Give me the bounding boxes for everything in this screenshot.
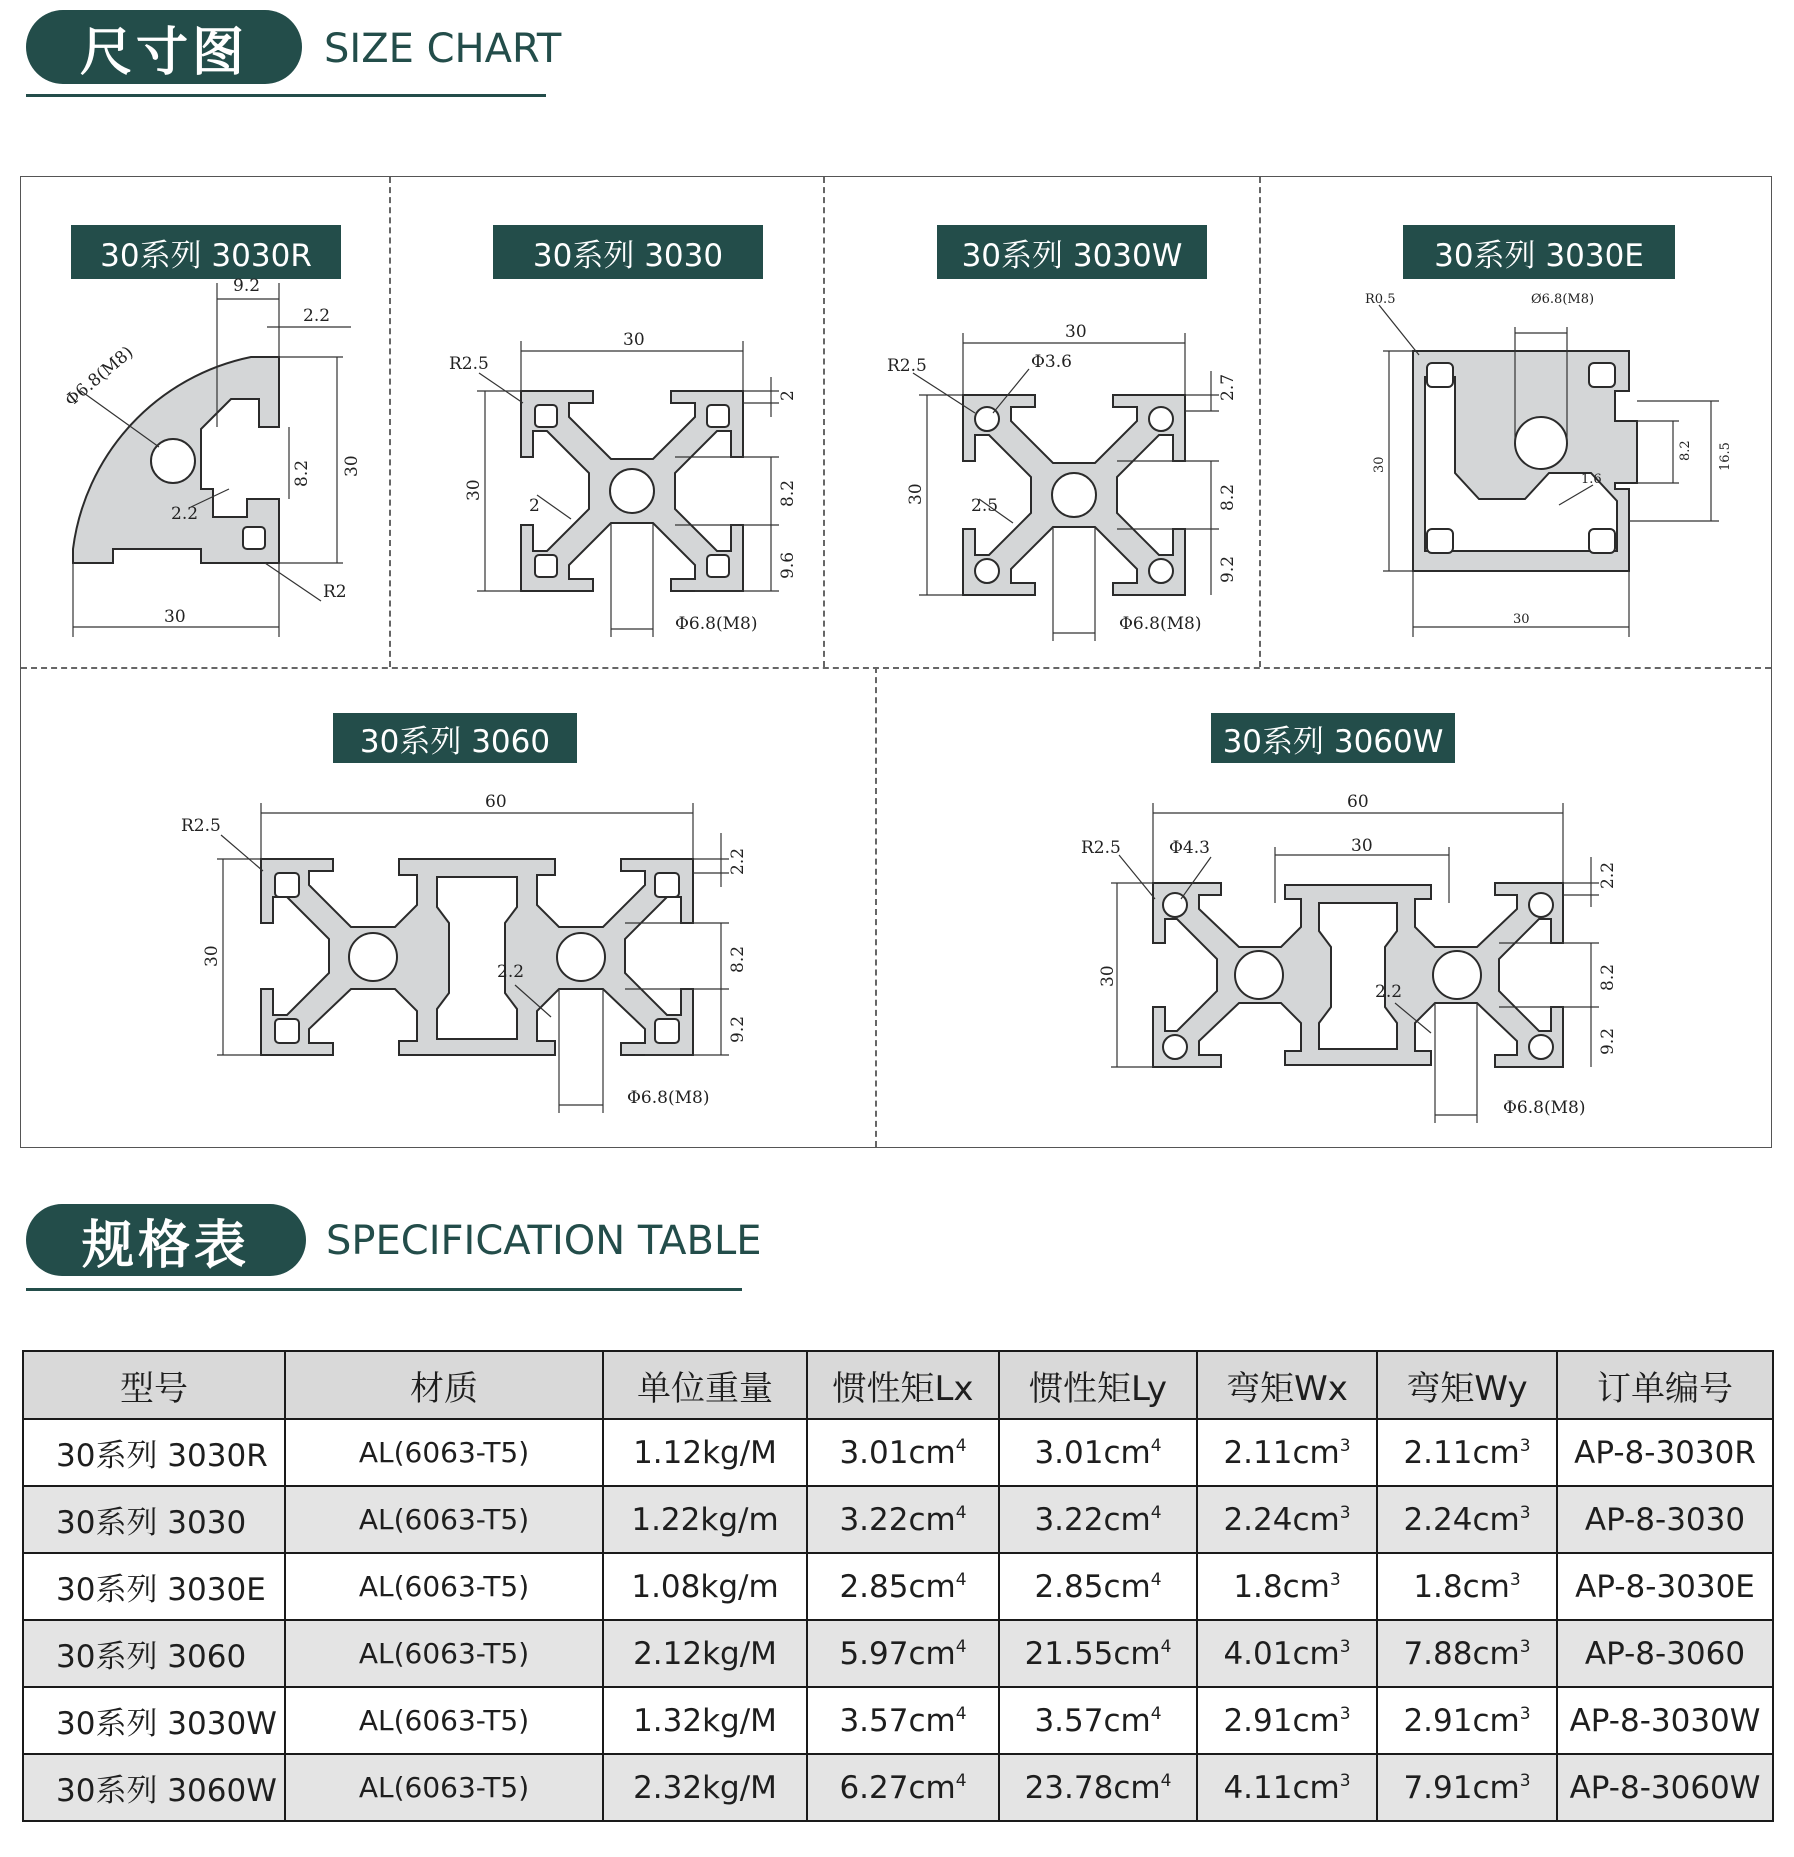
dim-label: 30 (342, 455, 362, 477)
profile-3030e (1259, 177, 1771, 667)
exponent: 4 (955, 1435, 967, 1456)
cell-ly (999, 1754, 1197, 1821)
value: 2.24cm (1403, 1501, 1520, 1538)
cell-ly (999, 1553, 1197, 1620)
value: 2.85cm (1034, 1568, 1151, 1605)
cell-lx (807, 1687, 999, 1754)
size-chart-heading (26, 10, 562, 100)
dim-label: 2.2 (497, 962, 525, 982)
value: 2.85cm (839, 1568, 956, 1605)
cell-model: 30系列 3060 (23, 1620, 285, 1687)
dim-label: 8.2 (1678, 440, 1693, 461)
table-header-row (23, 1351, 1773, 1419)
cell-order: AP-8-3030 (1557, 1486, 1773, 1553)
cell-weight: 1.12kg/M (603, 1419, 807, 1486)
dim-label: Φ6.8(M8) (61, 342, 138, 411)
header-weight: 单位重量 (603, 1351, 807, 1419)
spec-table-heading (26, 1204, 762, 1294)
dim-label: 30 (1065, 322, 1087, 342)
size-chart-title-en: SIZE CHART (324, 26, 562, 72)
size-chart-panel (20, 176, 1772, 1148)
cell-model: 30系列 3060W (23, 1754, 285, 1821)
value: 21.55cm (1024, 1635, 1161, 1672)
dim-label: 9.2 (1598, 1027, 1618, 1055)
dim-label: 9.6 (778, 551, 798, 579)
header-model: 型号 (23, 1351, 285, 1419)
dim-label: Φ6.8(M8) (675, 614, 758, 634)
dim-label: 8.2 (1218, 483, 1238, 511)
dim-label: 30 (1351, 836, 1373, 856)
cell-ly (999, 1419, 1197, 1486)
exponent: 4 (955, 1569, 967, 1590)
header-order-no: 订单编号 (1557, 1351, 1773, 1419)
dim-label: 8.2 (778, 479, 798, 507)
dim-label: 9.2 (1218, 555, 1238, 583)
cell-wy (1377, 1419, 1557, 1486)
header-inertia-ly: 惯性矩Ly (999, 1351, 1197, 1419)
cell-wx (1197, 1419, 1377, 1486)
value: 4.11cm (1223, 1769, 1340, 1806)
value: 3.01cm (1034, 1434, 1151, 1471)
exponent: 3 (1339, 1502, 1351, 1523)
dim-label: 30 (1098, 965, 1118, 987)
dim-label: 30 (202, 945, 222, 967)
dim-label: 30 (906, 483, 926, 505)
dim-label: 2.2 (1375, 982, 1403, 1002)
cell-lx (807, 1754, 999, 1821)
dim-label: 2.5 (971, 496, 999, 516)
value: 1.8cm (1233, 1568, 1330, 1605)
cell-material: AL(6063-T5) (285, 1687, 603, 1754)
profile-title: 30系列 3030R (71, 225, 341, 279)
dim-label: Φ4.3 (1169, 838, 1210, 858)
size-chart-underline (26, 94, 546, 97)
cell-order: AP-8-3030R (1557, 1419, 1773, 1486)
dim-label: R2.5 (181, 816, 221, 836)
dim-label: 1.6 (1581, 472, 1602, 487)
profile-drawing-3030w (823, 177, 1259, 667)
exponent: 3 (1519, 1502, 1531, 1523)
exponent: 4 (1150, 1502, 1162, 1523)
value: 2.11cm (1403, 1434, 1520, 1471)
value: 6.27cm (839, 1769, 956, 1806)
cell-weight: 1.08kg/m (603, 1553, 807, 1620)
size-chart-title-cn: 尺寸图 (26, 10, 302, 84)
header-moment-wx: 弯矩Wx (1197, 1351, 1377, 1419)
table-row (23, 1754, 1773, 1821)
dim-label: 9.2 (728, 1015, 748, 1043)
value: 3.01cm (839, 1434, 956, 1471)
cell-lx (807, 1620, 999, 1687)
cell-model: 30系列 3030R (23, 1419, 285, 1486)
header-moment-wy: 弯矩Wy (1377, 1351, 1557, 1419)
dim-label: 8.2 (1598, 963, 1618, 991)
value: 2.91cm (1223, 1702, 1340, 1739)
value: 3.22cm (839, 1501, 956, 1538)
exponent: 4 (955, 1502, 967, 1523)
value: 7.91cm (1403, 1769, 1520, 1806)
dim-label: 60 (1347, 792, 1369, 812)
value: 2.91cm (1403, 1702, 1520, 1739)
profile-drawing-3030r (21, 177, 389, 667)
dim-label: R2 (323, 582, 347, 602)
dim-label: 30 (164, 607, 186, 627)
dim-label: Φ3.6 (1031, 352, 1072, 372)
cell-lx (807, 1553, 999, 1620)
table-row (23, 1486, 1773, 1553)
exponent: 3 (1329, 1569, 1341, 1590)
exponent: 3 (1339, 1703, 1351, 1724)
exponent: 3 (1519, 1770, 1531, 1791)
cell-ly (999, 1486, 1197, 1553)
cell-wy (1377, 1687, 1557, 1754)
cell-wx (1197, 1553, 1377, 1620)
dim-label: 2.2 (1598, 861, 1618, 889)
profile-3030r (21, 177, 389, 667)
profile-drawing-3060w (875, 667, 1771, 1147)
value: 1.8cm (1413, 1568, 1510, 1605)
cell-order: AP-8-3030W (1557, 1687, 1773, 1754)
cell-material: AL(6063-T5) (285, 1553, 603, 1620)
dim-label: 30 (1513, 612, 1530, 627)
exponent: 3 (1339, 1435, 1351, 1456)
table-row (23, 1419, 1773, 1486)
value: 23.78cm (1024, 1769, 1161, 1806)
dim-label: R2.5 (1081, 838, 1121, 858)
cell-wx (1197, 1687, 1377, 1754)
cell-material: AL(6063-T5) (285, 1620, 603, 1687)
profile-title: 30系列 3060 (333, 713, 577, 763)
dim-label: Φ6.8(M8) (1503, 1098, 1586, 1118)
value: 3.57cm (1034, 1702, 1151, 1739)
cell-wx (1197, 1754, 1377, 1821)
profile-title: 30系列 3030E (1403, 225, 1675, 279)
spec-table-title-cn: 规格表 (26, 1204, 306, 1276)
cell-order: AP-8-3030E (1557, 1553, 1773, 1620)
value: 2.24cm (1223, 1501, 1340, 1538)
profile-drawing-3030e (1259, 177, 1771, 667)
cell-wx (1197, 1486, 1377, 1553)
dim-label: 16.5 (1718, 442, 1733, 471)
cell-order: AP-8-3060 (1557, 1620, 1773, 1687)
profile-drawing-3030 (389, 177, 823, 667)
exponent: 4 (955, 1703, 967, 1724)
cell-weight: 2.12kg/M (603, 1620, 807, 1687)
cell-ly (999, 1687, 1197, 1754)
cell-order: AP-8-3060W (1557, 1754, 1773, 1821)
cell-material: AL(6063-T5) (285, 1419, 603, 1486)
profile-drawing-3060 (21, 667, 875, 1147)
profile-3060 (21, 667, 875, 1147)
exponent: 4 (1150, 1703, 1162, 1724)
value: 4.01cm (1223, 1635, 1340, 1672)
value: 3.22cm (1034, 1501, 1151, 1538)
cell-model: 30系列 3030W (23, 1687, 285, 1754)
profile-3030 (389, 177, 823, 667)
profile-3060w (875, 667, 1771, 1147)
exponent: 3 (1339, 1770, 1351, 1791)
cell-wy (1377, 1620, 1557, 1687)
dim-label: Ø6.8(M8) (1531, 292, 1595, 307)
cell-wy (1377, 1486, 1557, 1553)
cell-lx (807, 1419, 999, 1486)
cell-weight: 2.32kg/M (603, 1754, 807, 1821)
dim-label: 2 (778, 390, 798, 401)
exponent: 4 (955, 1636, 967, 1657)
dim-label: 2.7 (1218, 373, 1238, 401)
exponent: 3 (1509, 1569, 1521, 1590)
spec-table (22, 1350, 1774, 1822)
table-row (23, 1620, 1773, 1687)
value: 5.97cm (839, 1635, 956, 1672)
table-row (23, 1553, 1773, 1620)
cell-weight: 1.32kg/M (603, 1687, 807, 1754)
cell-material: AL(6063-T5) (285, 1754, 603, 1821)
cell-material: AL(6063-T5) (285, 1486, 603, 1553)
exponent: 3 (1519, 1703, 1531, 1724)
dim-label: 8.2 (728, 945, 748, 973)
dim-label: Φ6.8(M8) (1119, 614, 1202, 634)
profile-title: 30系列 3030 (493, 225, 763, 279)
exponent: 3 (1519, 1636, 1531, 1657)
exponent: 4 (955, 1770, 967, 1791)
dim-label: 30 (623, 330, 645, 350)
exponent: 3 (1519, 1435, 1531, 1456)
cell-wx (1197, 1620, 1377, 1687)
exponent: 4 (1150, 1435, 1162, 1456)
exponent: 4 (1160, 1636, 1172, 1657)
dim-label: R2.5 (449, 354, 489, 374)
cell-wy (1377, 1754, 1557, 1821)
value: 3.57cm (839, 1702, 956, 1739)
dim-label: 2 (529, 496, 540, 516)
spec-table-title-en: SPECIFICATION TABLE (326, 1218, 762, 1264)
dim-label: 60 (485, 792, 507, 812)
dim-label: 9.2 (233, 276, 261, 296)
dim-label: 30 (1372, 456, 1387, 473)
dim-label: 2.2 (728, 847, 748, 875)
header-material: 材质 (285, 1351, 603, 1419)
cell-lx (807, 1486, 999, 1553)
cell-model: 30系列 3030 (23, 1486, 285, 1553)
exponent: 4 (1150, 1569, 1162, 1590)
dim-label: R0.5 (1365, 292, 1396, 307)
value: 2.11cm (1223, 1434, 1340, 1471)
table-row (23, 1687, 1773, 1754)
profile-3030w (823, 177, 1259, 667)
exponent: 4 (1160, 1770, 1172, 1791)
dim-label: R2.5 (887, 356, 927, 376)
dim-label: Φ6.8(M8) (627, 1088, 710, 1108)
profile-title: 30系列 3030W (937, 225, 1207, 279)
value: 7.88cm (1403, 1635, 1520, 1672)
cell-wy (1377, 1553, 1557, 1620)
spec-table-underline (26, 1288, 742, 1291)
dim-label: 2.2 (171, 504, 199, 524)
cell-weight: 1.22kg/m (603, 1486, 807, 1553)
exponent: 3 (1339, 1636, 1351, 1657)
header-inertia-lx: 惯性矩Lx (807, 1351, 999, 1419)
cell-model: 30系列 3030E (23, 1553, 285, 1620)
profile-title: 30系列 3060W (1211, 713, 1455, 763)
dim-label: 2.2 (303, 306, 331, 326)
cell-ly (999, 1620, 1197, 1687)
dim-label: 8.2 (292, 459, 312, 487)
dim-label: 30 (464, 479, 484, 501)
